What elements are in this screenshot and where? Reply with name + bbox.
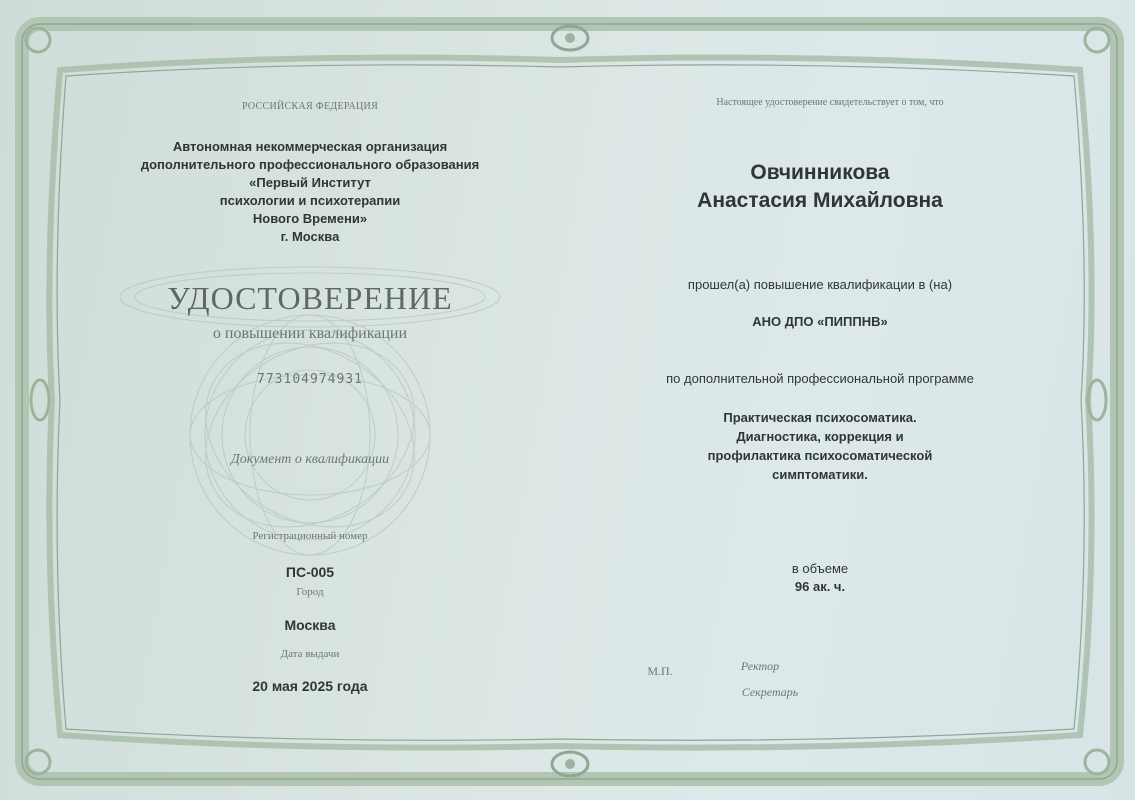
- serial-number: 773104974931: [257, 372, 363, 387]
- program-line-3: профилактика психосоматической: [707, 448, 933, 463]
- organization-short-name: АНО ДПО «ПИППНВ»: [752, 314, 888, 329]
- city-value: Москва: [284, 617, 336, 633]
- program-line-1: Практическая психосоматика.: [723, 410, 917, 425]
- certificate-intro: Настоящее удостоверение свидетельствует о том, что: [716, 97, 944, 108]
- issue-date-label: Дата выдачи: [280, 648, 340, 660]
- volume-value: 96 ак. ч.: [794, 579, 846, 594]
- organization-line-5: Нового Времени»: [252, 211, 368, 226]
- reg-number-value: ПС-005: [285, 564, 335, 580]
- holder-surname: Овчинникова: [750, 161, 890, 184]
- document-title: УДОСТОВЕРЕНИЕ: [167, 280, 453, 316]
- organization-line-3: «Первый Институт: [249, 175, 371, 190]
- city-label: Город: [296, 586, 324, 598]
- document-type: Документ о квалификации: [230, 452, 390, 467]
- rector-label: Ректор: [740, 659, 780, 673]
- volume-label: в объеме: [791, 561, 849, 576]
- organization-line-1: Автономная некоммерческая организация: [172, 139, 448, 154]
- reg-number-label: Регистрационный номер: [252, 530, 368, 542]
- program-label: по дополнительной профессиональной программе: [666, 371, 974, 386]
- holder-given-names: Анастасия Михайловна: [697, 189, 943, 212]
- organization-line-2: дополнительного профессионального образования: [140, 157, 480, 172]
- stamp-label: М.П.: [647, 664, 673, 678]
- country-label: РОССИЙСКАЯ ФЕДЕРАЦИЯ: [241, 101, 379, 112]
- program-line-4: симптоматики.: [772, 467, 868, 482]
- organization-city: г. Москва: [280, 229, 340, 244]
- organization-line-4: психологии и психотерапии: [219, 193, 401, 208]
- program-line-2: Диагностика, коррекция и: [736, 429, 904, 444]
- secretary-label: Секретарь: [741, 685, 799, 699]
- completed-text: прошел(а) повышение квалификации в (на): [687, 277, 953, 292]
- issue-date-value: 20 мая 2025 года: [252, 678, 368, 694]
- document-subtitle: о повышении квалификации: [212, 325, 408, 342]
